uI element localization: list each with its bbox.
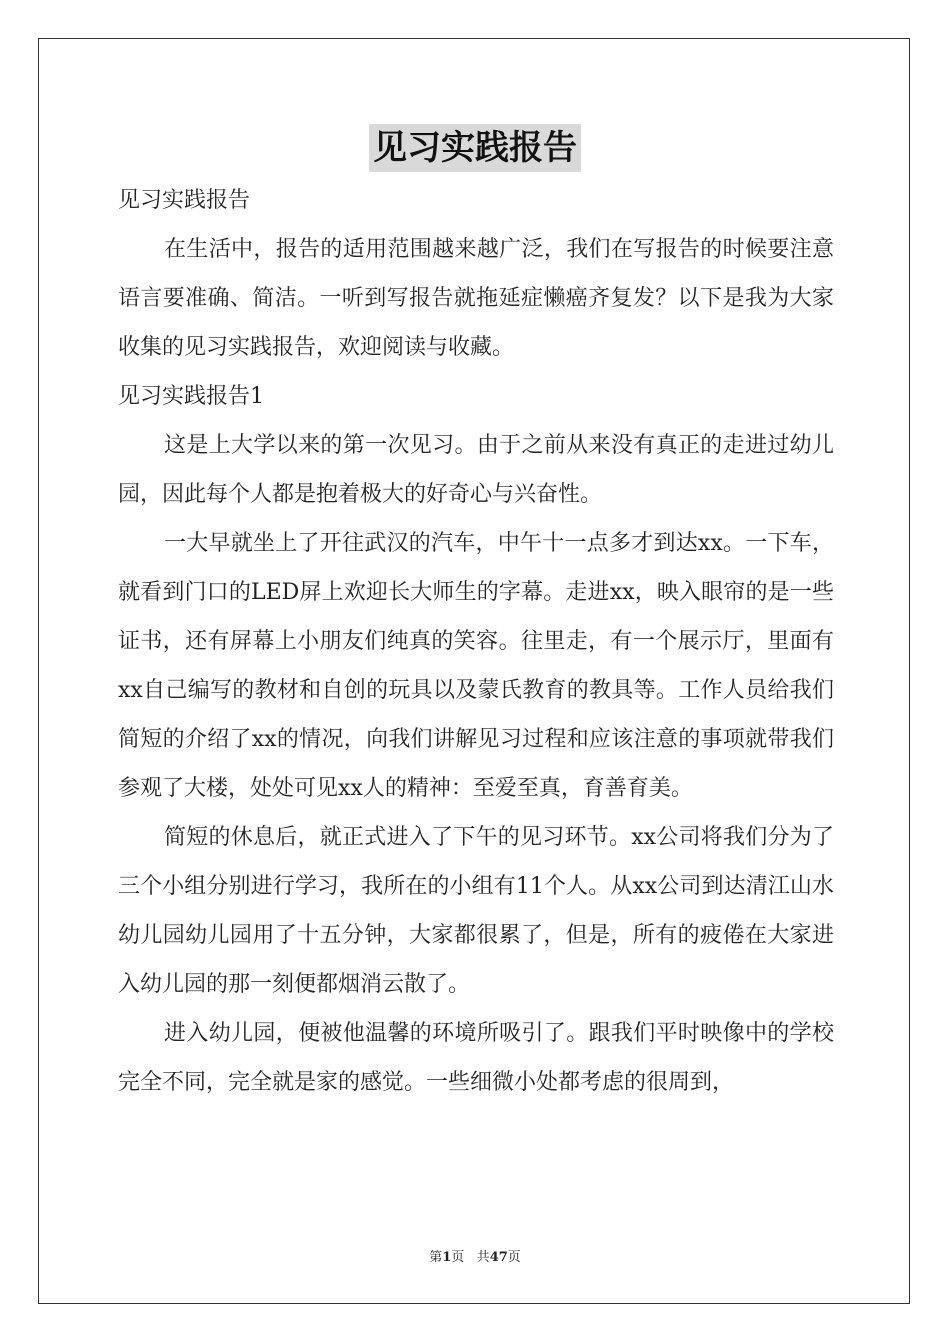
- page-prefix: 第: [429, 1250, 443, 1265]
- paragraph: 一大早就坐上了开往武汉的汽车，中午十一点多才到达xx。一下车，就看到门口的LED屏上欢迎长大师生的字幕。走进xx，映入眼帘的是一些证书，还有屏幕上小朋友们纯真的笑容。往里走，有一个展示厅，里面有xx自己编写的教材和自创的玩具以及蒙氏教育的教具等。工作人员给我们简短的介绍了xx的情况，向我们讲解见习过程和应该注意的事项就带我们参观了大楼，处处可见xx人的精神：至爱至真，育善育美。: [118, 531, 834, 801]
- paragraph: 这是上大学以来的第一次见习。由于之前从来没有真正的走进过幼儿园，因此每个人都是抱着极大的好奇心与兴奋性。: [118, 433, 834, 507]
- document-title: 见习实践报告: [369, 124, 581, 172]
- document-subtitle: 见习实践报告: [118, 188, 251, 213]
- section-heading: 见习实践报告1: [118, 384, 264, 409]
- page-number: 1: [442, 1250, 452, 1265]
- total-prefix: 共: [476, 1250, 490, 1265]
- document-body: [118, 176, 834, 1107]
- paragraph: 在生活中，报告的适用范围越来越广泛，我们在写报告的时候要注意语言要准确、简洁。一听到写报告就拖延症懒癌齐复发？以下是我为大家收集的见习实践报告，欢迎阅读与收藏。: [118, 237, 834, 360]
- total-pages: 47: [489, 1250, 508, 1265]
- paragraph: 进入幼儿园，便被他温馨的环境所吸引了。跟我们平时映像中的学校完全不同，完全就是家的感觉。一些细微小处都考虑的很周到，: [118, 1021, 834, 1095]
- page-suffix: 页: [451, 1250, 465, 1265]
- paragraph: 简短的休息后，就正式进入了下午的见习环节。xx公司将我们分为了三个小组分别进行学习，我所在的小组有11个人。从xx公司到达清江山水幼儿园幼儿园用了十五分钟，大家都很累了，但是，所有的疲倦在大家进入幼儿园的那一刻便都烟消云散了。: [118, 825, 834, 997]
- page-footer: [0, 1246, 950, 1265]
- total-suffix: 页: [507, 1250, 521, 1265]
- title-container: [0, 124, 950, 172]
